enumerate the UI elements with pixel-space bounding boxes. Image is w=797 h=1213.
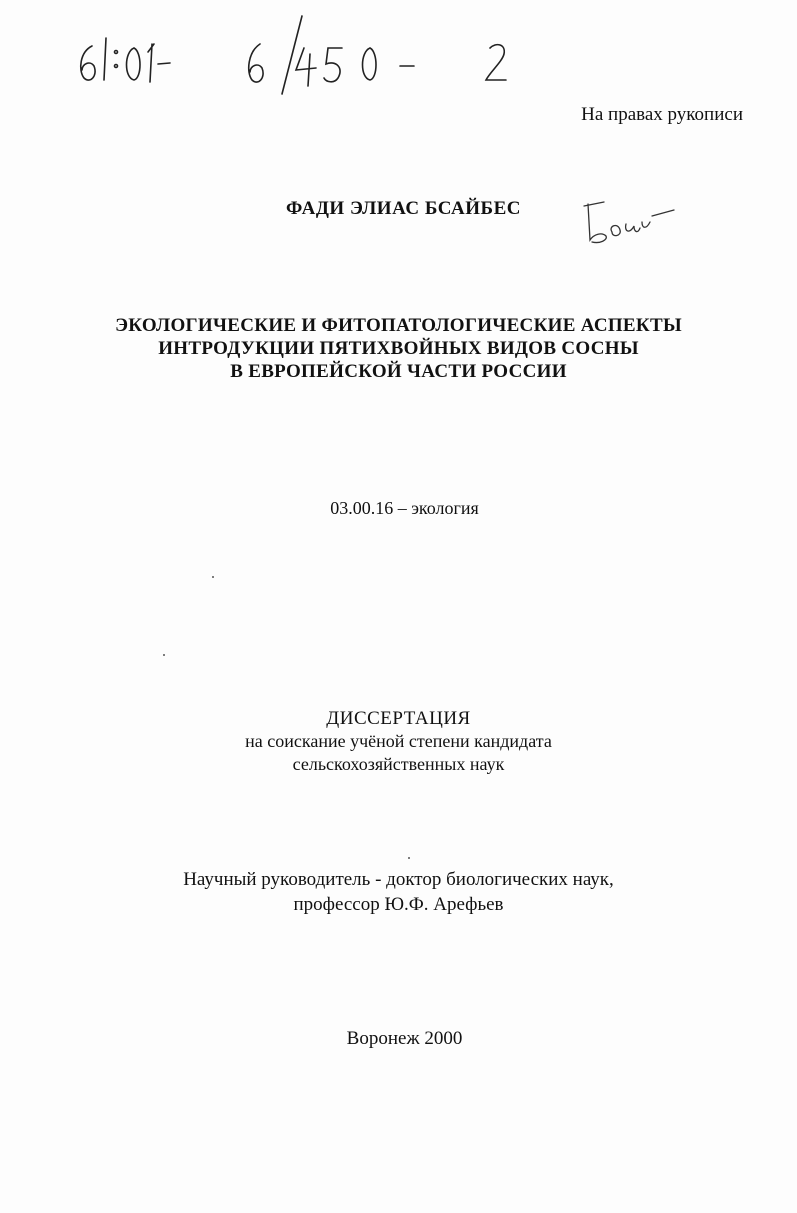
supervisor-block — [0, 867, 797, 917]
scan-speck — [212, 576, 214, 578]
scan-speck — [163, 654, 165, 656]
dissertation-block — [0, 707, 797, 776]
dissertation-title — [0, 314, 797, 383]
signature — [578, 192, 678, 252]
degree-line-1: на соискание учёной степени кандидата — [245, 731, 552, 751]
author-name: ФАДИ ЭЛИАС БСАЙБЕС — [286, 198, 521, 219]
scan-speck — [408, 857, 410, 859]
city-year: Воронеж 2000 — [346, 1028, 463, 1049]
specialty-code: 03.00.16 – экология — [330, 498, 479, 518]
supervisor-line-1: Научный руководитель - доктор биологических наук, — [183, 869, 614, 890]
handwritten-archive-number-drawing — [70, 8, 530, 108]
title-line-1: ЭКОЛОГИЧЕСКИЕ И ФИТОПАТОЛОГИЧЕСКИЕ АСПЕКТЫ — [115, 315, 682, 336]
degree-line-2: сельскохозяйственных наук — [292, 754, 505, 774]
signature-drawing — [578, 192, 678, 252]
dissertation-heading: ДИССЕРТАЦИЯ — [326, 708, 471, 729]
title-line-2: ИНТРОДУКЦИИ ПЯТИХВОЙНЫХ ВИДОВ СОСНЫ — [158, 338, 639, 359]
rights-notice: На правах рукописи — [581, 104, 743, 125]
supervisor-line-2: профессор Ю.Ф. Арефьев — [293, 894, 504, 915]
title-line-3: В ЕВРОПЕЙСКОЙ ЧАСТИ РОССИИ — [230, 361, 567, 382]
handwritten-archive-number — [70, 8, 530, 108]
